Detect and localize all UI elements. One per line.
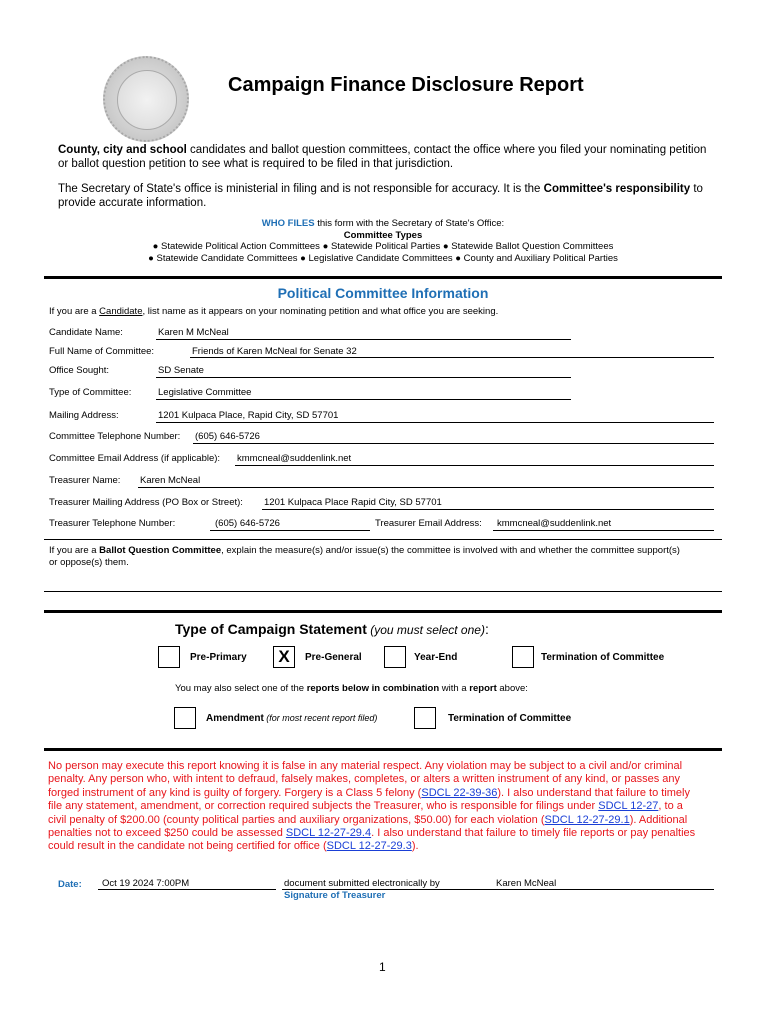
submitted-electronically-text: document submitted electronically by	[284, 878, 440, 889]
year-end-checkbox[interactable]	[384, 646, 406, 668]
treasurer-signature-field[interactable]: Karen McNeal	[496, 878, 557, 889]
termination-combo-checkbox[interactable]	[414, 707, 436, 729]
section-divider	[44, 276, 722, 279]
who-files-block: WHO FILES this form with the Secretary of State's Office: Committee Types ● Statewide Political Action Committees ● Statewide Political Parties ● Statewide Ballot Question Committees ● Statewide Candidate Committees ● Legislative Candidate Committees ● County and Auxiliary Political Parties	[148, 218, 618, 264]
ballot-explanation-line[interactable]	[44, 591, 722, 592]
treasurer-phone-field[interactable]: (605) 646-5726	[215, 518, 280, 529]
committee-type-label: Type of Committee:	[49, 387, 132, 398]
treasurer-email-field[interactable]: kmmcneal@suddenlink.net	[497, 518, 612, 529]
statement-type-heading: Type of Campaign Statement (you must select one):	[175, 621, 489, 637]
page-number: 1	[379, 960, 386, 974]
candidate-instruction: If you are a Candidate, list name as it appears on your nominating petition and what office you are seeking.	[49, 306, 499, 317]
pre-general-checkbox[interactable]: X	[273, 646, 295, 668]
sdcl-22-39-36-link[interactable]: SDCL 22-39-36	[421, 786, 498, 799]
committee-phone-label: Committee Telephone Number:	[49, 431, 181, 442]
intro-paragraph-2: The Secretary of State's office is ministerial in filing and is not responsible for accuracy. It is the Committee's responsibility to provide accurate information.	[58, 183, 703, 209]
intro-paragraph-1: County, city and school candidates and ballot question committees, contact the office where you filed your nominating petition or ballot question petition to see what is required to be filed in that jurisdiction.	[58, 144, 707, 170]
signature-label: Signature of Treasurer	[284, 890, 386, 901]
sdcl-12-27-29-1-link[interactable]: SDCL 12-27-29.1	[544, 813, 630, 826]
treasurer-name-label: Treasurer Name:	[49, 475, 121, 486]
candidate-name-label: Candidate Name:	[49, 327, 123, 338]
office-sought-label: Office Sought:	[49, 365, 110, 376]
section-divider	[44, 748, 722, 751]
committee-name-label: Full Name of Committee:	[49, 346, 155, 357]
treasurer-phone-label: Treasurer Telephone Number:	[49, 518, 176, 529]
office-sought-field[interactable]: SD Senate	[158, 365, 204, 376]
mailing-address-label: Mailing Address:	[49, 410, 119, 421]
amendment-checkbox[interactable]	[174, 707, 196, 729]
legal-warning: No person may execute this report knowing it is false in any material respect. Any violation may be subject to a civil and/or criminal penalty. Any person who, with intent to defraud, falsely makes, completes, or alters a written instrument of any kind, or passes any forged instrument of any kind is guilty of forgery. Forgery is a Class 5 felony (SDCL 22-39-36). I also understand that failure to timely file any statement, amendment, or correction required subjects the Treasurer, who is responsible for filings under SDCL 12-27, to a civil penalty of $200.00 (county political parties and auxiliary organizations, $50.00) for each violation (SDCL 12-27-29.1). Additional penalties not to exceed $250 could be assessed SDCL 12-27-29.4. I also understand that failure to timely file reports or pay penalties could result in the candidate not being certified for office (SDCL 12-27-29.3).	[48, 760, 696, 853]
amendment-label: Amendment (for most recent report filed)	[206, 713, 378, 724]
section-divider	[44, 610, 722, 613]
candidate-name-field[interactable]: Karen M McNeal	[158, 327, 229, 338]
state-seal-logo	[103, 56, 189, 142]
mailing-address-field[interactable]: 1201 Kulpaca Place, Rapid City, SD 57701	[158, 410, 339, 421]
committee-info-heading: Political Committee Information	[277, 285, 489, 301]
termination-combo-label: Termination of Committee	[448, 713, 572, 724]
page-title: Campaign Finance Disclosure Report	[228, 74, 584, 96]
treasurer-name-field[interactable]: Karen McNeal	[140, 475, 201, 486]
termination-label: Termination of Committee	[541, 652, 665, 663]
sdcl-12-27-29-4-link[interactable]: SDCL 12-27-29.4	[285, 827, 372, 840]
treasurer-mailing-field[interactable]: 1201 Kulpaca Place Rapid City, SD 57701	[264, 497, 442, 508]
sdcl-12-27-29-3-link[interactable]: SDCL 12-27-29.3	[326, 840, 412, 853]
pre-primary-label: Pre-Primary	[190, 652, 247, 663]
treasurer-mailing-label: Treasurer Mailing Address (PO Box or Street):	[49, 497, 243, 508]
pre-primary-checkbox[interactable]	[158, 646, 180, 668]
date-label: Date:	[58, 879, 82, 890]
committee-phone-field[interactable]: (605) 646-5726	[195, 431, 260, 442]
combination-instruction: You may also select one of the reports below in combination with a report above:	[175, 683, 528, 694]
sdcl-12-27-link[interactable]: SDCL 12-27	[598, 800, 659, 813]
date-field[interactable]: Oct 19 2024 7:00PM	[102, 878, 190, 889]
ballot-question-instruction: If you are a Ballot Question Committee, explain the measure(s) and/or issue(s) the committee is involved with and whether the committee support(s) or oppose(s) them.	[49, 545, 680, 568]
committee-type-field[interactable]: Legislative Committee	[158, 387, 252, 398]
year-end-label: Year-End	[414, 652, 458, 663]
pre-general-label: Pre-General	[305, 652, 362, 663]
termination-checkbox[interactable]	[512, 646, 534, 668]
committee-email-field[interactable]: kmmcneal@suddenlink.net	[237, 453, 352, 464]
committee-email-label: Committee Email Address (if applicable):	[49, 453, 221, 464]
committee-name-field[interactable]: Friends of Karen McNeal for Senate 32	[192, 346, 357, 357]
treasurer-email-label: Treasurer Email Address:	[375, 518, 482, 529]
